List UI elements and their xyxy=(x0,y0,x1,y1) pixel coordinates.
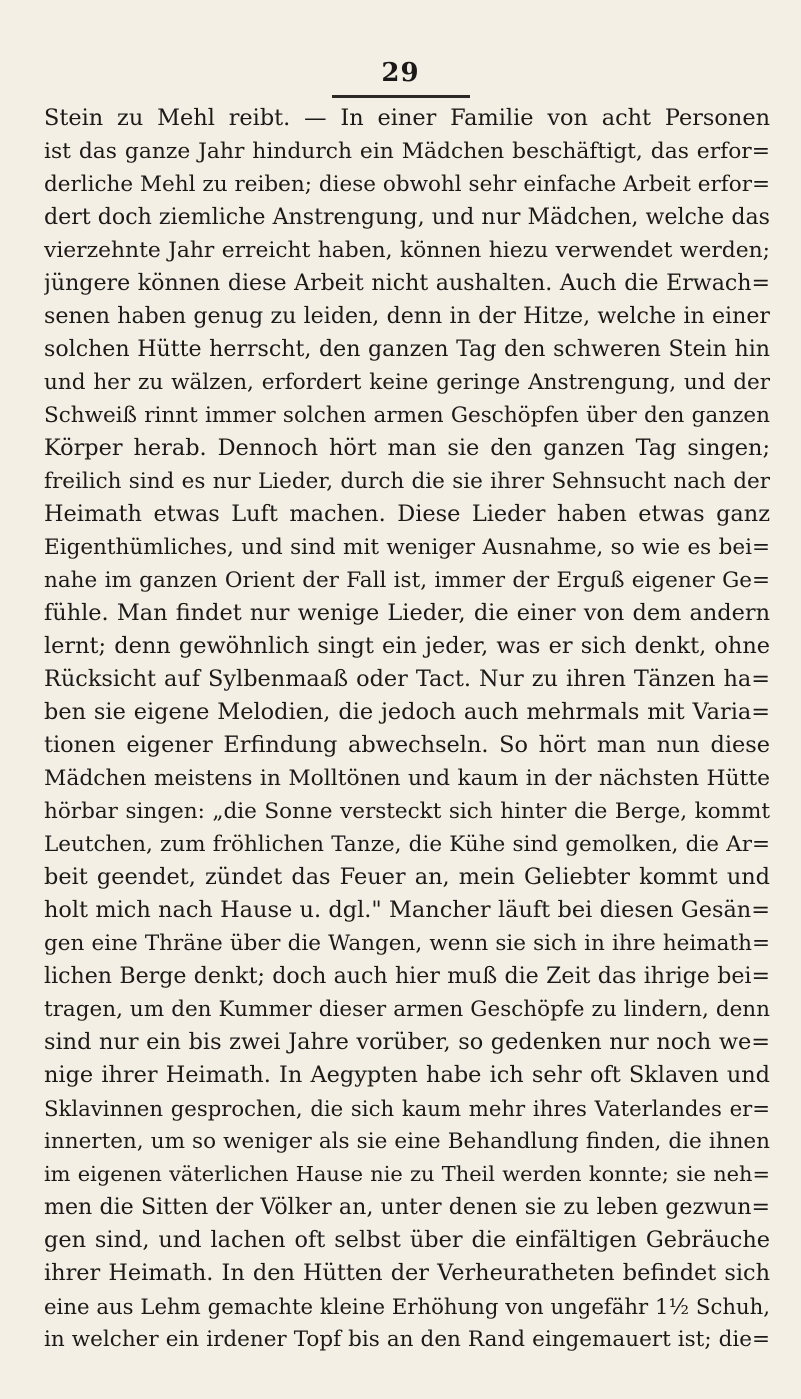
text-line: innerten, um so weniger als sie eine Behandlung finden, die ihnen xyxy=(44,1129,770,1154)
text-line: derliche Mehl zu reiben; diese obwohl sehr einfache Arbeit erfor= xyxy=(44,172,770,197)
text-line: Sklavinnen gesprochen, die sich kaum mehr ihres Vaterlandes er= xyxy=(44,1096,770,1121)
text-line: und her zu wälzen, erfordert keine geringe Anstrengung, und der xyxy=(44,370,770,395)
text-line: hörbar singen: „die Sonne versteckt sich hinter die Berge, kommt xyxy=(44,799,770,824)
text-line: freilich sind es nur Lieder, durch die sie ihrer Sehnsucht nach der xyxy=(44,469,770,494)
text-line: Heimath etwas Luft machen. Diese Lieder haben etwas ganz xyxy=(44,501,770,527)
text-line: Körper herab. Dennoch hört man sie den ganzen Tag singen; xyxy=(44,435,770,461)
text-line: fühle. Man findet nur wenige Lieder, die einer von dem andern xyxy=(44,600,770,626)
text-line: ihrer Heimath. In den Hütten der Verheuratheten befindet sich xyxy=(44,1260,770,1286)
text-line: Leutchen, zum fröhlichen Tanze, die Kühe sind gemolken, die Ar= xyxy=(44,832,770,857)
text-line: eine aus Lehm gemachte kleine Erhöhung von ungefähr 1½ Schuh, xyxy=(44,1294,770,1319)
text-line: holt mich nach Hause u. dgl." Mancher läuft bei diesen Gesän= xyxy=(44,897,770,923)
text-line: men die Sitten der Völker an, unter denen sie zu leben gezwun= xyxy=(44,1194,770,1220)
text-line: Rücksicht auf Sylbenmaaß oder Tact. Nur zu ihren Tänzen ha= xyxy=(44,666,770,692)
page-number: 29 xyxy=(381,58,420,88)
text-line: vierzehnte Jahr erreicht haben, können hiezu verwendet werden; xyxy=(44,238,770,263)
text-line: gen sind, und lachen oft selbst über die einfältigen Gebräuche xyxy=(44,1227,770,1253)
text-line: Stein zu Mehl reibt. — In einer Familie von acht Personen xyxy=(44,105,770,131)
text-line: Schweiß rinnt immer solchen armen Geschöpfen über den ganzen xyxy=(44,403,770,428)
text-line: Mädchen meistens in Molltönen und kaum in der nächsten Hütte xyxy=(44,766,770,791)
text-line: senen haben genug zu leiden, denn in der Hitze, welche in einer xyxy=(44,303,770,329)
text-line: lichen Berge denkt; doch auch hier muß die Zeit das ihrige bei= xyxy=(44,963,770,989)
text-line: nige ihrer Heimath. In Aegypten habe ich sehr oft Sklaven und xyxy=(44,1062,770,1088)
text-line: sind nur ein bis zwei Jahre vorüber, so gedenken nur noch we= xyxy=(44,1029,770,1055)
text-line: ist das ganze Jahr hindurch ein Mädchen beschäftigt, das erfor= xyxy=(44,139,770,164)
text-line: tionen eigener Erfindung abwechseln. So hört man nun diese xyxy=(44,732,770,758)
text-line: jüngere können diese Arbeit nicht aushalten. Auch die Erwach= xyxy=(44,270,770,296)
text-line: ben sie eigene Melodien, die jedoch auch mehrmals mit Varia= xyxy=(44,699,770,725)
text-line: solchen Hütte herrscht, den ganzen Tag den schweren Stein hin xyxy=(44,336,770,362)
text-line: lernt; denn gewöhnlich singt ein jeder, was er sich denkt, ohne xyxy=(44,633,770,659)
body-text xyxy=(44,102,770,1356)
text-line: in welcher ein irdener Topf bis an den Rand eingemauert ist; die= xyxy=(44,1327,770,1352)
text-line: dert doch ziemliche Anstrengung, und nur Mädchen, welche das xyxy=(44,204,770,230)
text-line: beit geendet, zündet das Feuer an, mein Geliebter kommt und xyxy=(44,864,770,890)
text-line: Eigenthümliches, und sind mit weniger Ausnahme, so wie es bei= xyxy=(44,535,770,560)
header-rule xyxy=(332,95,470,98)
text-line: tragen, um den Kummer dieser armen Geschöpfe zu lindern, denn xyxy=(44,997,770,1022)
text-line: gen eine Thräne über die Wangen, wenn sie sich in ihre heimath= xyxy=(44,931,770,956)
text-line: nahe im ganzen Orient der Fall ist, immer der Erguß eigener Ge= xyxy=(44,568,770,593)
text-line: im eigenen väterlichen Hause nie zu Theil werden konnte; sie neh= xyxy=(44,1162,770,1186)
